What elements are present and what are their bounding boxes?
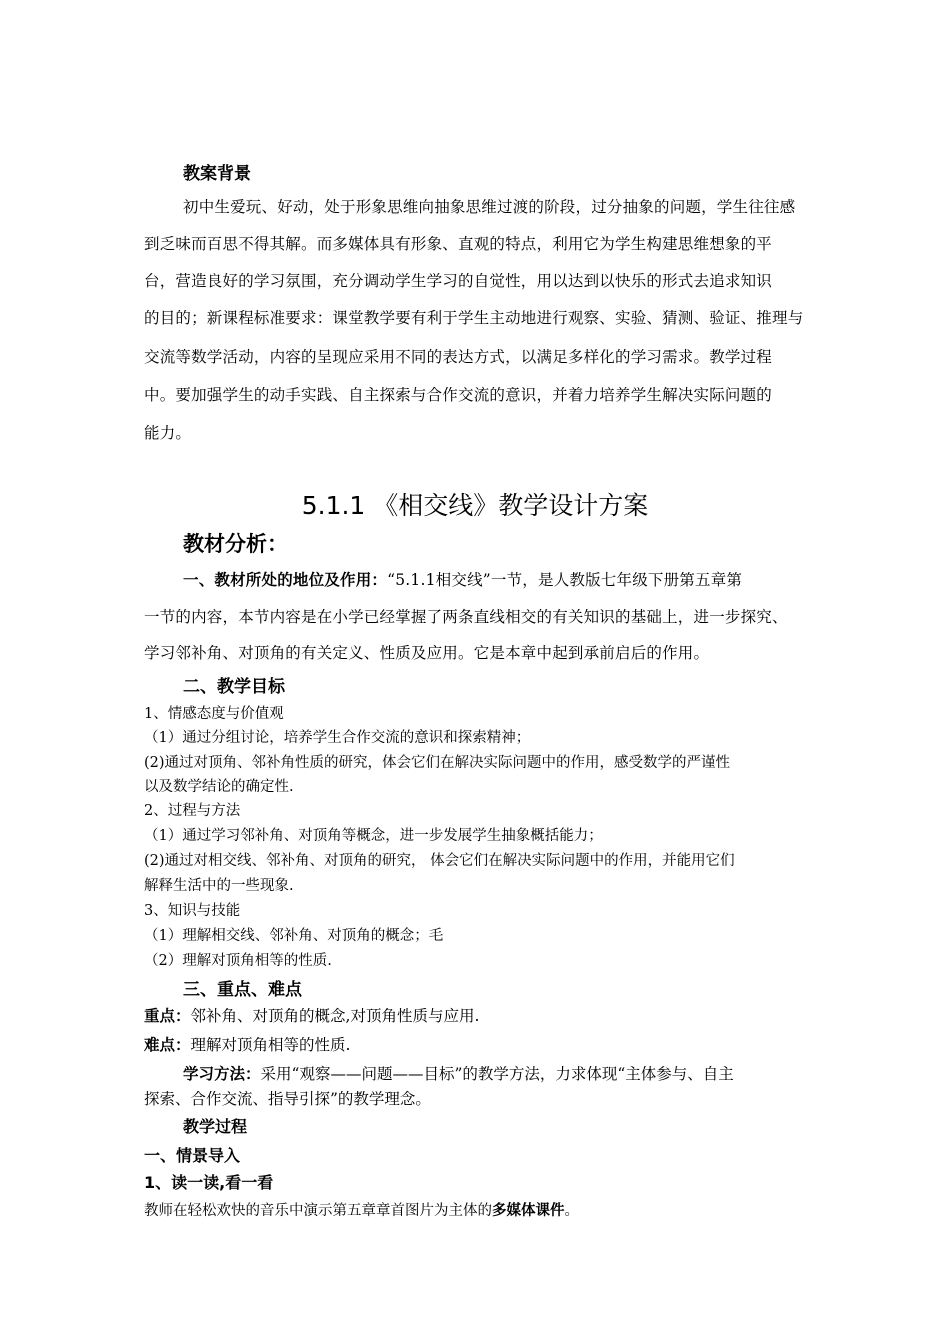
analysis-line-3: 学习邻补角、对顶角的有关定义、性质及应用。它是本章中起到承前启后的作用。: [144, 644, 710, 662]
goals-line: 1、情感态度与价值观: [144, 706, 284, 722]
analysis-s1-text: “5.1.1相交线”一节，是人教版七年级下册第五章第: [387, 571, 743, 589]
process-sub-1: 一、情景导入: [144, 1146, 241, 1165]
process-sub-2: 1、读一读,看一看: [144, 1173, 274, 1192]
background-line: 初中生爱玩、好动，处于形象思维向抽象思维过渡的阶段，过分抽象的问题，学生往往感: [183, 198, 796, 216]
background-line: 的目的；新课程标准要求：课堂教学要有利于学生主动地进行观察、实验、猜测、验证、推理与: [144, 309, 804, 327]
goals-line: （1）理解相交线、邻补角、对顶角的概念；毛: [144, 928, 444, 944]
background-line: 能力。: [144, 424, 192, 442]
goals-line: 以及数学结论的确定性.: [144, 779, 294, 795]
key-point-label: 重点：: [144, 1006, 191, 1025]
difficulty-line: [144, 1033, 350, 1055]
background-heading: 教案背景: [183, 164, 251, 184]
key-point-text: 邻补角、对顶角的概念,对顶角性质与应用.: [190, 1007, 480, 1025]
goals-line: 2、过程与方法: [144, 803, 241, 819]
key-point-line: [144, 1004, 479, 1026]
method-text: 采用“观察——问题——目标”的教学方法，力求体现“主体参与、自主: [260, 1065, 734, 1083]
analysis-line-1: [183, 568, 742, 590]
goals-line: 3、知识与技能: [144, 903, 241, 919]
page-title: 5.1.1 《相交线》教学设计方案: [301, 491, 649, 520]
method-line-1: [183, 1062, 734, 1084]
process-line-post: 。: [564, 1203, 579, 1219]
analysis-line-2: 一节的内容，本节内容是在小学已经掌握了两条直线相交的有关知识的基础上，进一步探究、: [144, 608, 788, 626]
keypoints-heading: 三、重点、难点: [183, 980, 302, 1000]
analysis-s1-label: 一、教材所处的地位及作用：: [183, 570, 388, 589]
process-heading: 教学过程: [183, 1117, 248, 1136]
background-line: 交流等数学活动，内容的呈现应采用不同的表达方式，以满足多样化的学习需求。教学过程: [144, 348, 773, 366]
goals-line: (2)通过对相交线、邻补角、对顶角的研究， 体会它们在解决实际问题中的作用，并能用它们: [144, 853, 735, 869]
background-line: 中。要加强学生的动手实践、自主探索与合作交流的意识，并着力培养学生解决实际问题的: [144, 386, 773, 404]
goals-line: （1）通过学习邻补角、对顶角等概念，进一步发展学生抽象概括能力；: [144, 828, 603, 844]
method-line-2: 探索、合作交流、指导引探”的教学理念。: [144, 1090, 431, 1108]
difficulty-text: 理解对顶角相等的性质.: [190, 1036, 351, 1054]
method-label: 学习方法：: [183, 1064, 261, 1083]
process-line-pre: 教师在轻松欢快的音乐中演示第五章章首图片为主体的: [144, 1203, 492, 1219]
analysis-heading: 教材分析：: [183, 532, 288, 556]
goals-heading: 二、教学目标: [183, 677, 285, 697]
background-line: 到乏味而百思不得其解。而多媒体具有形象、直观的特点，利用它为学生构建思维想象的平: [144, 235, 773, 253]
goals-line: （1）通过分组讨论，培养学生合作交流的意识和探索精神；: [144, 730, 531, 746]
process-line: [144, 1199, 579, 1220]
goals-line: （2）理解对顶角相等的性质.: [144, 953, 332, 969]
difficulty-label: 难点：: [144, 1035, 191, 1054]
goals-line: 解释生活中的一些现象.: [144, 878, 294, 894]
background-line: 台，营造良好的学习氛围，充分调动学生学习的自觉性，用以达到以快乐的形式去追求知识: [144, 272, 773, 290]
process-line-bold: 多媒体课件: [492, 1202, 565, 1219]
goals-line: (2)通过对顶角、邻补角性质的研究，体会它们在解决实际问题中的作用，感受数学的严谨性: [144, 755, 731, 771]
